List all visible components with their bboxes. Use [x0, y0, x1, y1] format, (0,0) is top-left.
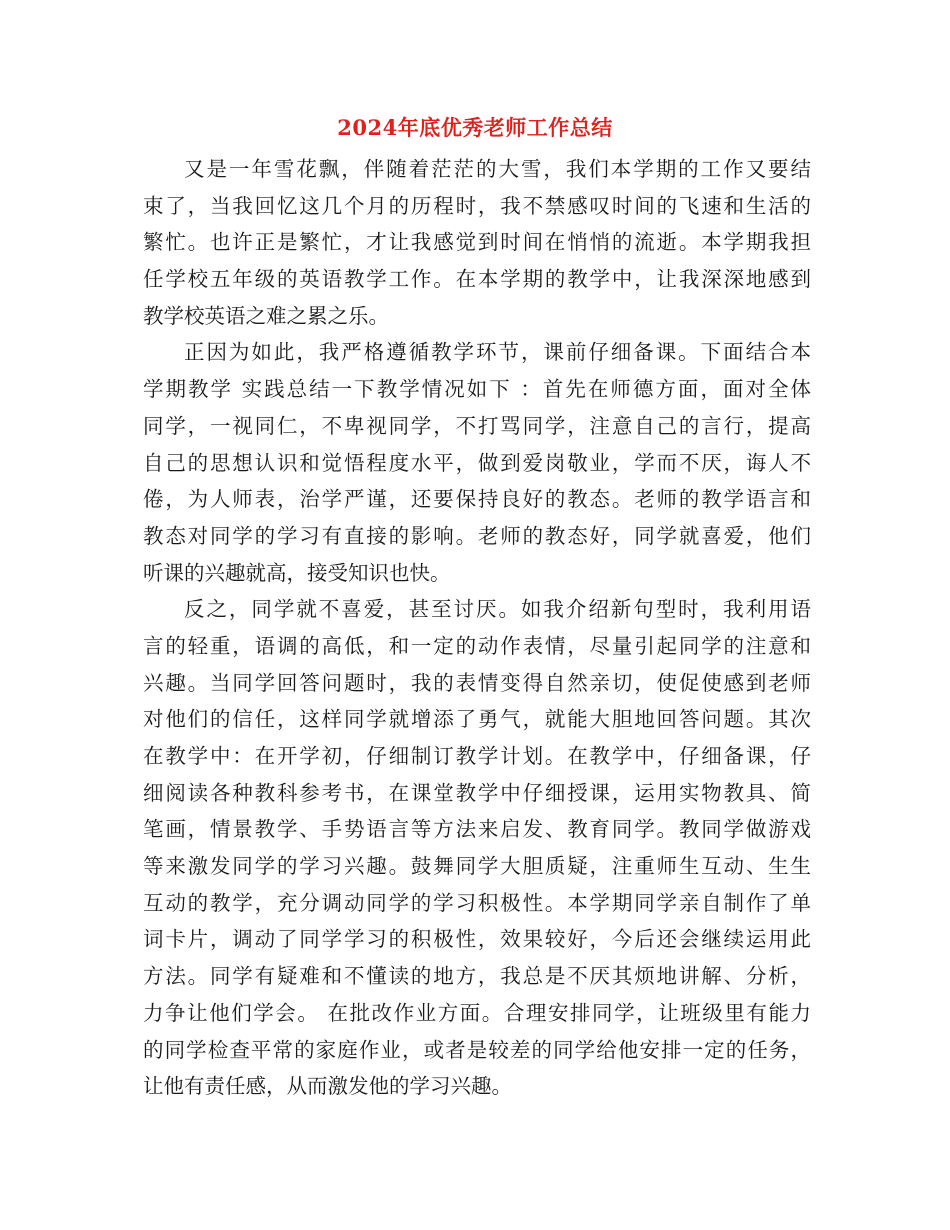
text-line: 繁忙。也许正是繁忙，才让我感觉到时间在悄悄的流逝。本学期我担 [143, 230, 811, 255]
text-line: 让他有责任感，从而激发他的学习兴趣。 [143, 1074, 512, 1099]
document-title: 2024年底优秀老师工作总结 [337, 115, 613, 140]
text-line: 方法。同学有疑难和不懂读的地方，我总是不厌其烦地讲解、分析， [143, 964, 811, 989]
text-line: 教学校英语之难之累之乐。 [143, 303, 389, 328]
text-line: 教态对同学的学习有直接的影响。老师的教态好，同学就喜爱，他们 [143, 523, 811, 548]
text-line: 在教学中：在开学初，仔细制订教学计划。在教学中，仔细备课，仔 [143, 744, 811, 768]
text-line: 笔画，情景教学、手势语言等方法来启发、教育同学。教同学做游戏 [143, 817, 811, 842]
text-line: 听课的兴趣就高，接受知识也快。 [143, 560, 451, 585]
text-line: 言的轻重，语调的高低，和一定的动作表情，尽量引起同学的注意和 [143, 633, 811, 658]
text-line: 反之，同学就不喜爱，甚至讨厌。如我介绍新句型时，我利用语 [184, 597, 811, 622]
text-line: 兴趣。当同学回答问题时，我的表情变得自然亲切，使促使感到老师 [143, 670, 811, 695]
text-line: 自己的思想认识和觉悟程度水平，做到爱岗敬业，学而不厌，诲人不 [143, 450, 811, 475]
text-line: 正因为如此，我严格遵循教学环节，课前仔细备课。下面结合本 [184, 340, 811, 365]
text-line: 的同学检查平常的家庭作业，或者是较差的同学给他安排一定的任务， [143, 1037, 811, 1062]
text-line: 同学，一视同仁，不卑视同学，不打骂同学，注意自己的言行，提高 [143, 413, 811, 438]
text-line: 等来激发同学的学习兴趣。鼓舞同学大胆质疑，注重师生互动、生生 [143, 854, 811, 879]
text-line: 互动的教学，充分调动同学的学习积极性。本学期同学亲自制作了单 [143, 890, 811, 915]
text-line: 倦，为人师表，治学严谨，还要保持良好的教态。老师的教学语言和 [143, 487, 811, 512]
text-line: 词卡片，调动了同学学习的积极性，效果较好，今后还会继续运用此 [143, 927, 811, 952]
document-body [143, 151, 811, 1105]
text-line: 细阅读各种教科参考书，在课堂教学中仔细授课，运用实物教具、简 [143, 780, 811, 805]
text-line: 任学校五年级的英语教学工作。在本学期的教学中，让我深深地感到 [143, 267, 811, 292]
text-line: 又是一年雪花飘，伴随着茫茫的大雪，我们本学期的工作又要结 [184, 157, 811, 181]
text-line: 力争让他们学会。 在批改作业方面。合理安排同学，让班级里有能力 [143, 1000, 811, 1025]
text-line: 束了，当我回忆这几个月的历程时，我不禁感叹时间的飞速和生活的 [143, 193, 811, 218]
text-line: 学期教学 实践总结一下教学情况如下 ：首先在师德方面，面对全体 [143, 377, 811, 402]
text-line: 对他们的信任，这样同学就增添了勇气，就能大胆地回答问题。其次 [143, 707, 811, 732]
